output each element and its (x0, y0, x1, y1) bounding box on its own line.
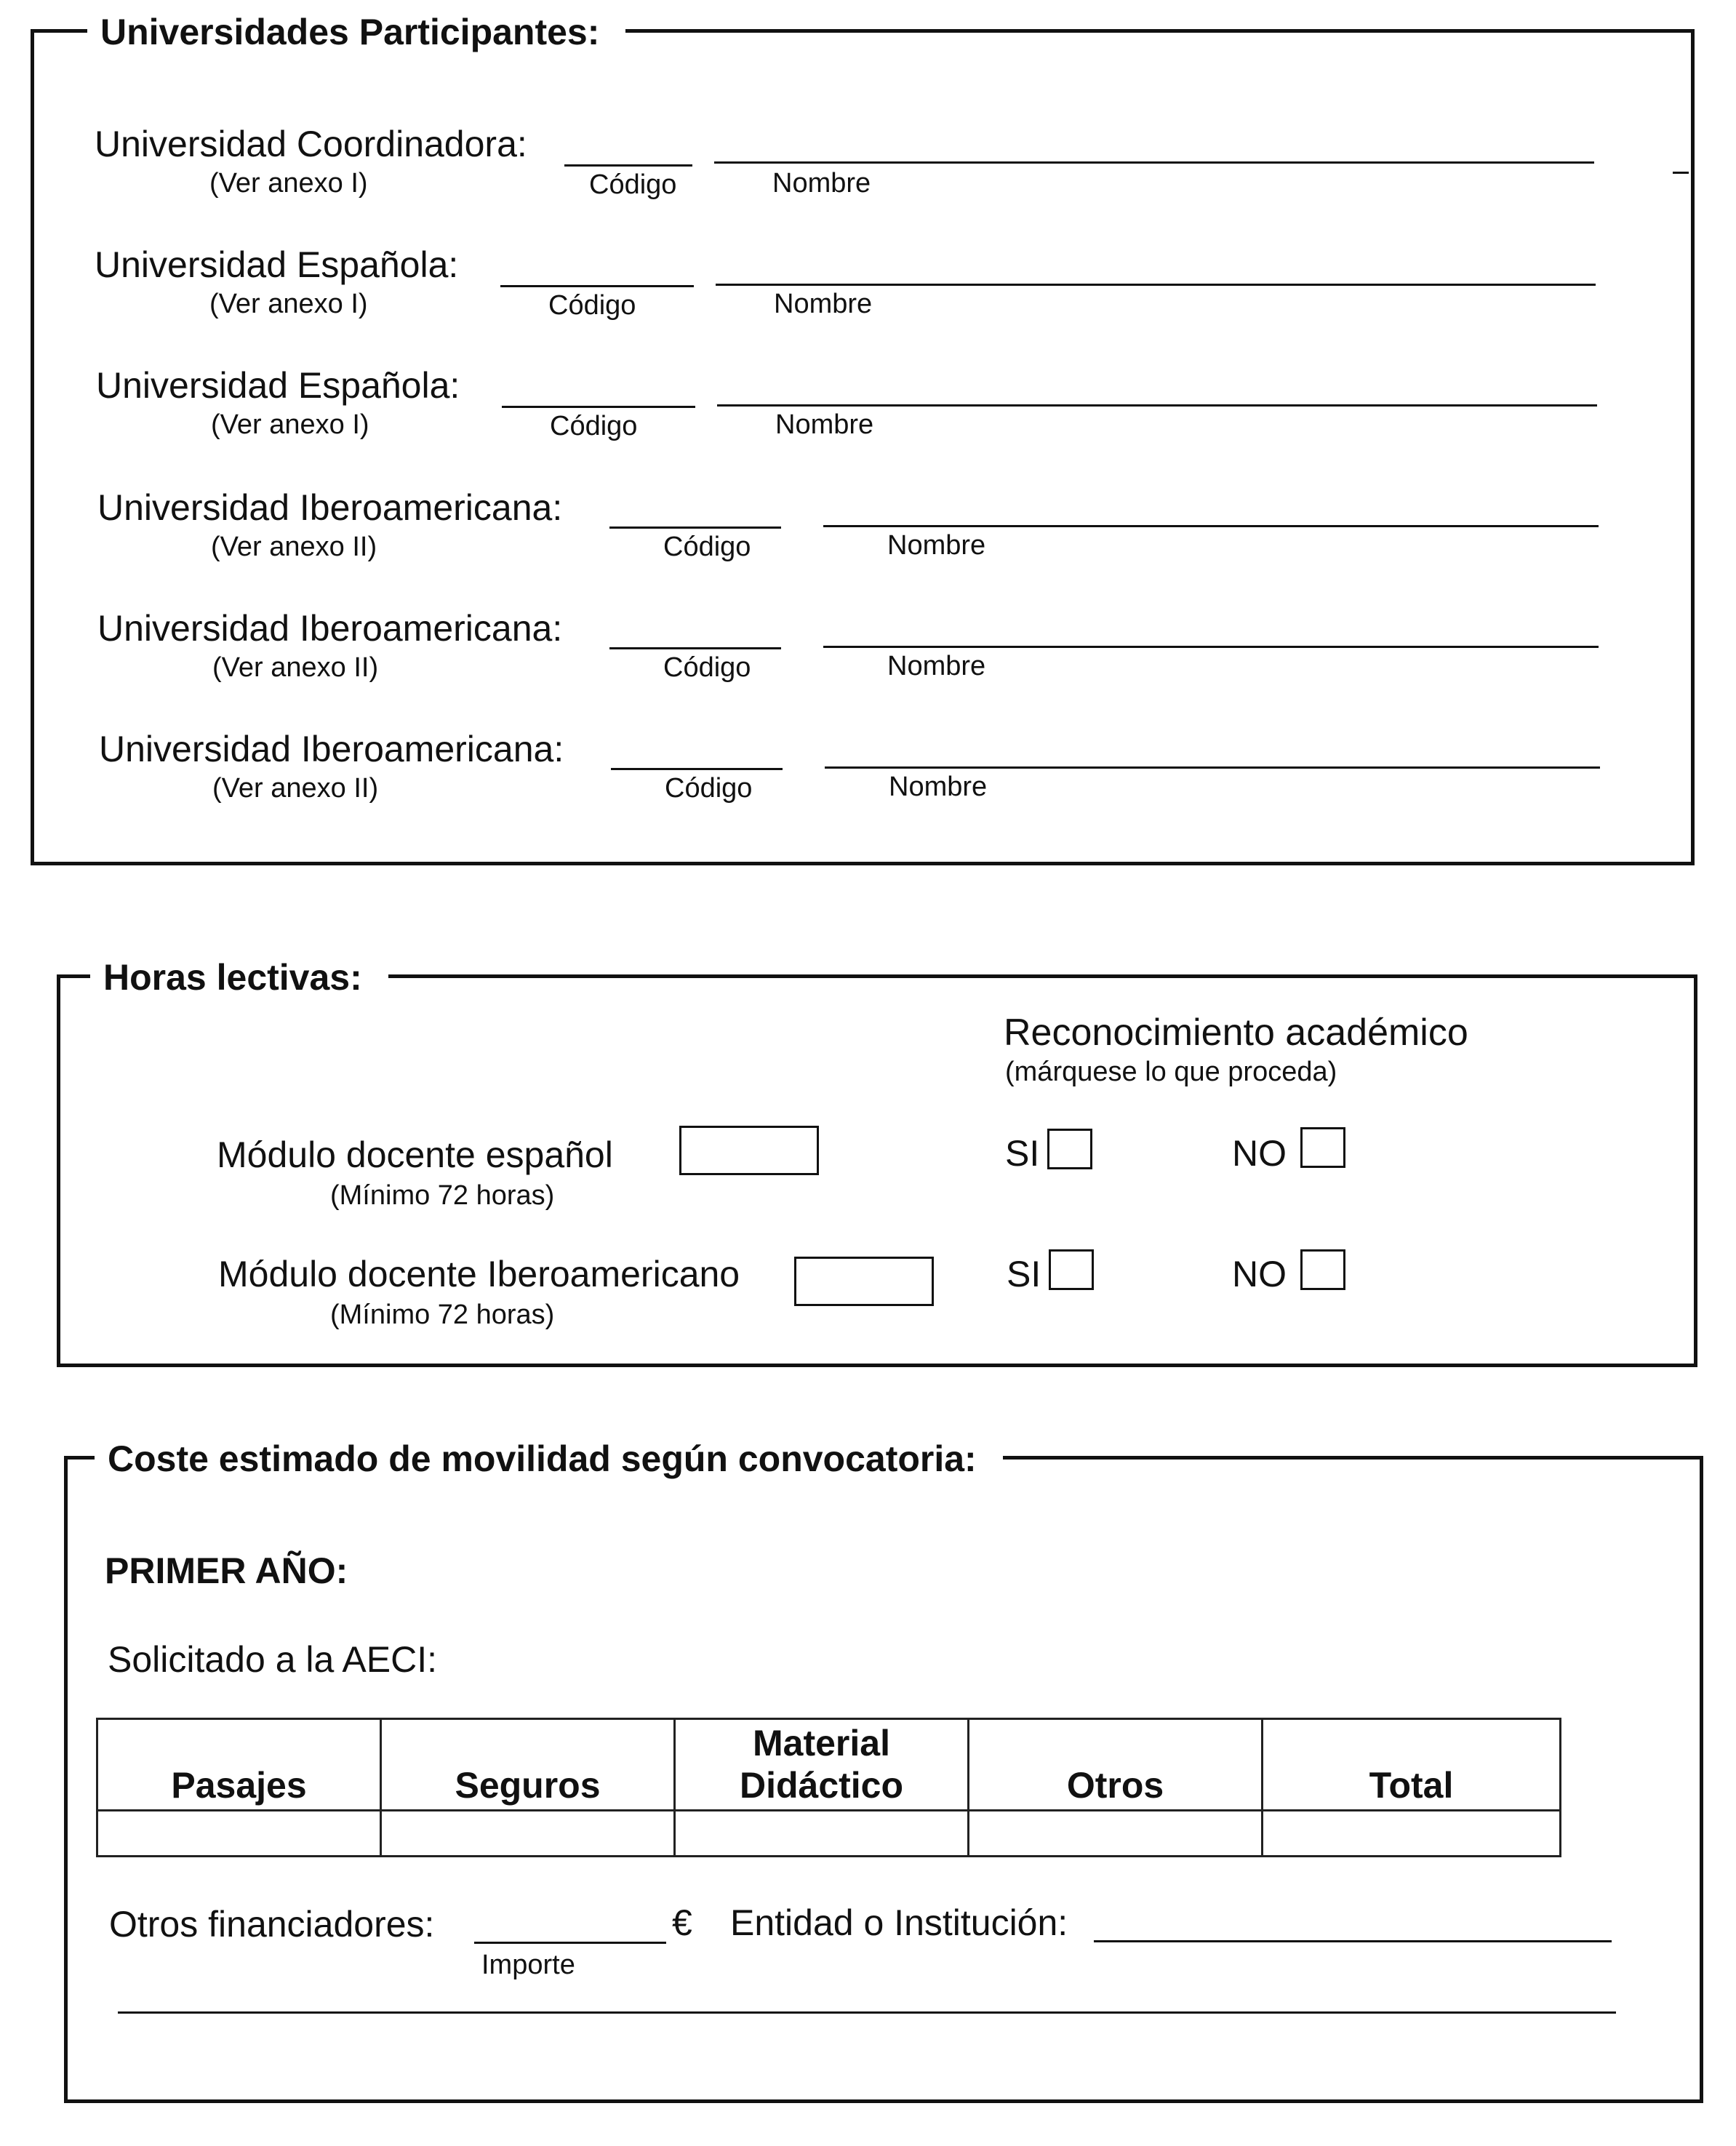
row-annex: (Ver anexo I) (209, 289, 368, 319)
codigo-label: Código (665, 773, 753, 804)
importe-input[interactable] (474, 1908, 666, 1944)
modulo-espanol-note: (Mínimo 72 horas) (330, 1180, 555, 1211)
entidad-input-continuation[interactable] (118, 1978, 1616, 2014)
row-label-iberoamericana-1: Universidad Iberoamericana: (97, 487, 563, 528)
scan-mark (1673, 172, 1689, 174)
codigo-label: Código (589, 169, 677, 200)
cost-table (96, 1718, 1561, 1857)
codigo-input-iberoamericana-1[interactable] (609, 495, 781, 529)
row-label-espanola-2: Universidad Española: (96, 365, 460, 406)
primer-ano-heading: PRIMER AÑO: (105, 1550, 348, 1591)
no-label: NO (1232, 1254, 1287, 1294)
header-material-line-1: Material (753, 1723, 890, 1763)
nombre-input-iberoamericana-1[interactable] (823, 493, 1599, 527)
header-total: Total (1263, 1719, 1561, 1811)
nombre-label: Nombre (887, 530, 986, 561)
nombre-label: Nombre (889, 772, 988, 802)
horas-title: Horas lectivas: (90, 956, 388, 999)
row-label-coordinadora: Universidad Coordinadora: (95, 124, 527, 164)
nombre-label: Nombre (774, 289, 873, 319)
si-checkbox-espanol[interactable] (1047, 1129, 1092, 1169)
codigo-label: Código (548, 290, 636, 321)
entidad-input[interactable] (1094, 1907, 1612, 1942)
cell-material-didactico[interactable] (675, 1811, 969, 1857)
row-annex: (Ver anexo II) (211, 532, 377, 562)
header-seguros: Seguros (381, 1719, 675, 1811)
header-material-didactico (675, 1719, 969, 1811)
codigo-input-coordinadora[interactable] (564, 132, 692, 167)
nombre-label: Nombre (775, 409, 874, 440)
nombre-input-coordinadora[interactable] (714, 129, 1594, 164)
si-label: SI (1007, 1254, 1041, 1294)
modulo-espanol-label: Módulo docente español (217, 1134, 613, 1175)
no-label: NO (1232, 1133, 1287, 1174)
row-annex: (Ver anexo II) (212, 773, 379, 804)
header-pasajes: Pasajes (97, 1719, 381, 1811)
cell-pasajes[interactable] (97, 1811, 381, 1857)
header-material-line-2: Didáctico (739, 1765, 904, 1806)
si-label: SI (1005, 1133, 1040, 1174)
codigo-input-iberoamericana-3[interactable] (611, 736, 783, 770)
horas-input-iberoamericano[interactable] (794, 1257, 934, 1306)
nombre-label: Nombre (772, 168, 871, 199)
coste-title: Coste estimado de movilidad según convocatoria: (95, 1437, 1003, 1481)
modulo-iberoamericano-label: Módulo docente Iberoamericano (218, 1254, 740, 1294)
si-checkbox-iberoamericano[interactable] (1049, 1249, 1094, 1290)
codigo-label: Código (663, 652, 751, 683)
cell-total[interactable] (1263, 1811, 1561, 1857)
row-label-espanola-1: Universidad Española: (95, 244, 459, 285)
codigo-input-espanola-2[interactable] (502, 374, 695, 408)
euro-symbol: € (672, 1902, 692, 1943)
codigo-input-espanola-1[interactable] (500, 253, 694, 287)
codigo-label: Código (550, 411, 638, 441)
reconocimiento-heading: Reconocimiento académico (1004, 1012, 1468, 1054)
no-checkbox-iberoamericano[interactable] (1300, 1249, 1345, 1290)
entidad-label: Entidad o Institución: (730, 1902, 1068, 1943)
row-label-iberoamericana-3: Universidad Iberoamericana: (99, 729, 564, 769)
row-annex: (Ver anexo I) (211, 409, 369, 440)
row-label-iberoamericana-2: Universidad Iberoamericana: (97, 608, 563, 649)
nombre-input-espanola-1[interactable] (716, 252, 1596, 286)
nombre-input-iberoamericana-3[interactable] (825, 734, 1600, 769)
horas-input-espanol[interactable] (679, 1126, 819, 1175)
nombre-input-espanola-2[interactable] (717, 372, 1597, 407)
nombre-input-iberoamericana-2[interactable] (823, 614, 1599, 648)
cell-seguros[interactable] (381, 1811, 675, 1857)
cell-otros[interactable] (969, 1811, 1263, 1857)
header-otros: Otros (969, 1719, 1263, 1811)
solicitado-label: Solicitado a la AECI: (108, 1639, 438, 1680)
importe-label: Importe (481, 1950, 575, 1980)
universidades-title: Universidades Participantes: (87, 10, 625, 54)
reconocimiento-note: (márquese lo que proceda) (1005, 1057, 1337, 1087)
row-annex: (Ver anexo II) (212, 652, 379, 683)
no-checkbox-espanol[interactable] (1300, 1127, 1345, 1168)
codigo-label: Código (663, 532, 751, 562)
otros-financiadores-label: Otros financiadores: (109, 1904, 435, 1945)
row-annex: (Ver anexo I) (209, 168, 368, 199)
modulo-iberoamericano-note: (Mínimo 72 horas) (330, 1300, 555, 1330)
table-row (97, 1811, 1561, 1857)
codigo-input-iberoamericana-2[interactable] (609, 615, 781, 649)
nombre-label: Nombre (887, 651, 986, 681)
